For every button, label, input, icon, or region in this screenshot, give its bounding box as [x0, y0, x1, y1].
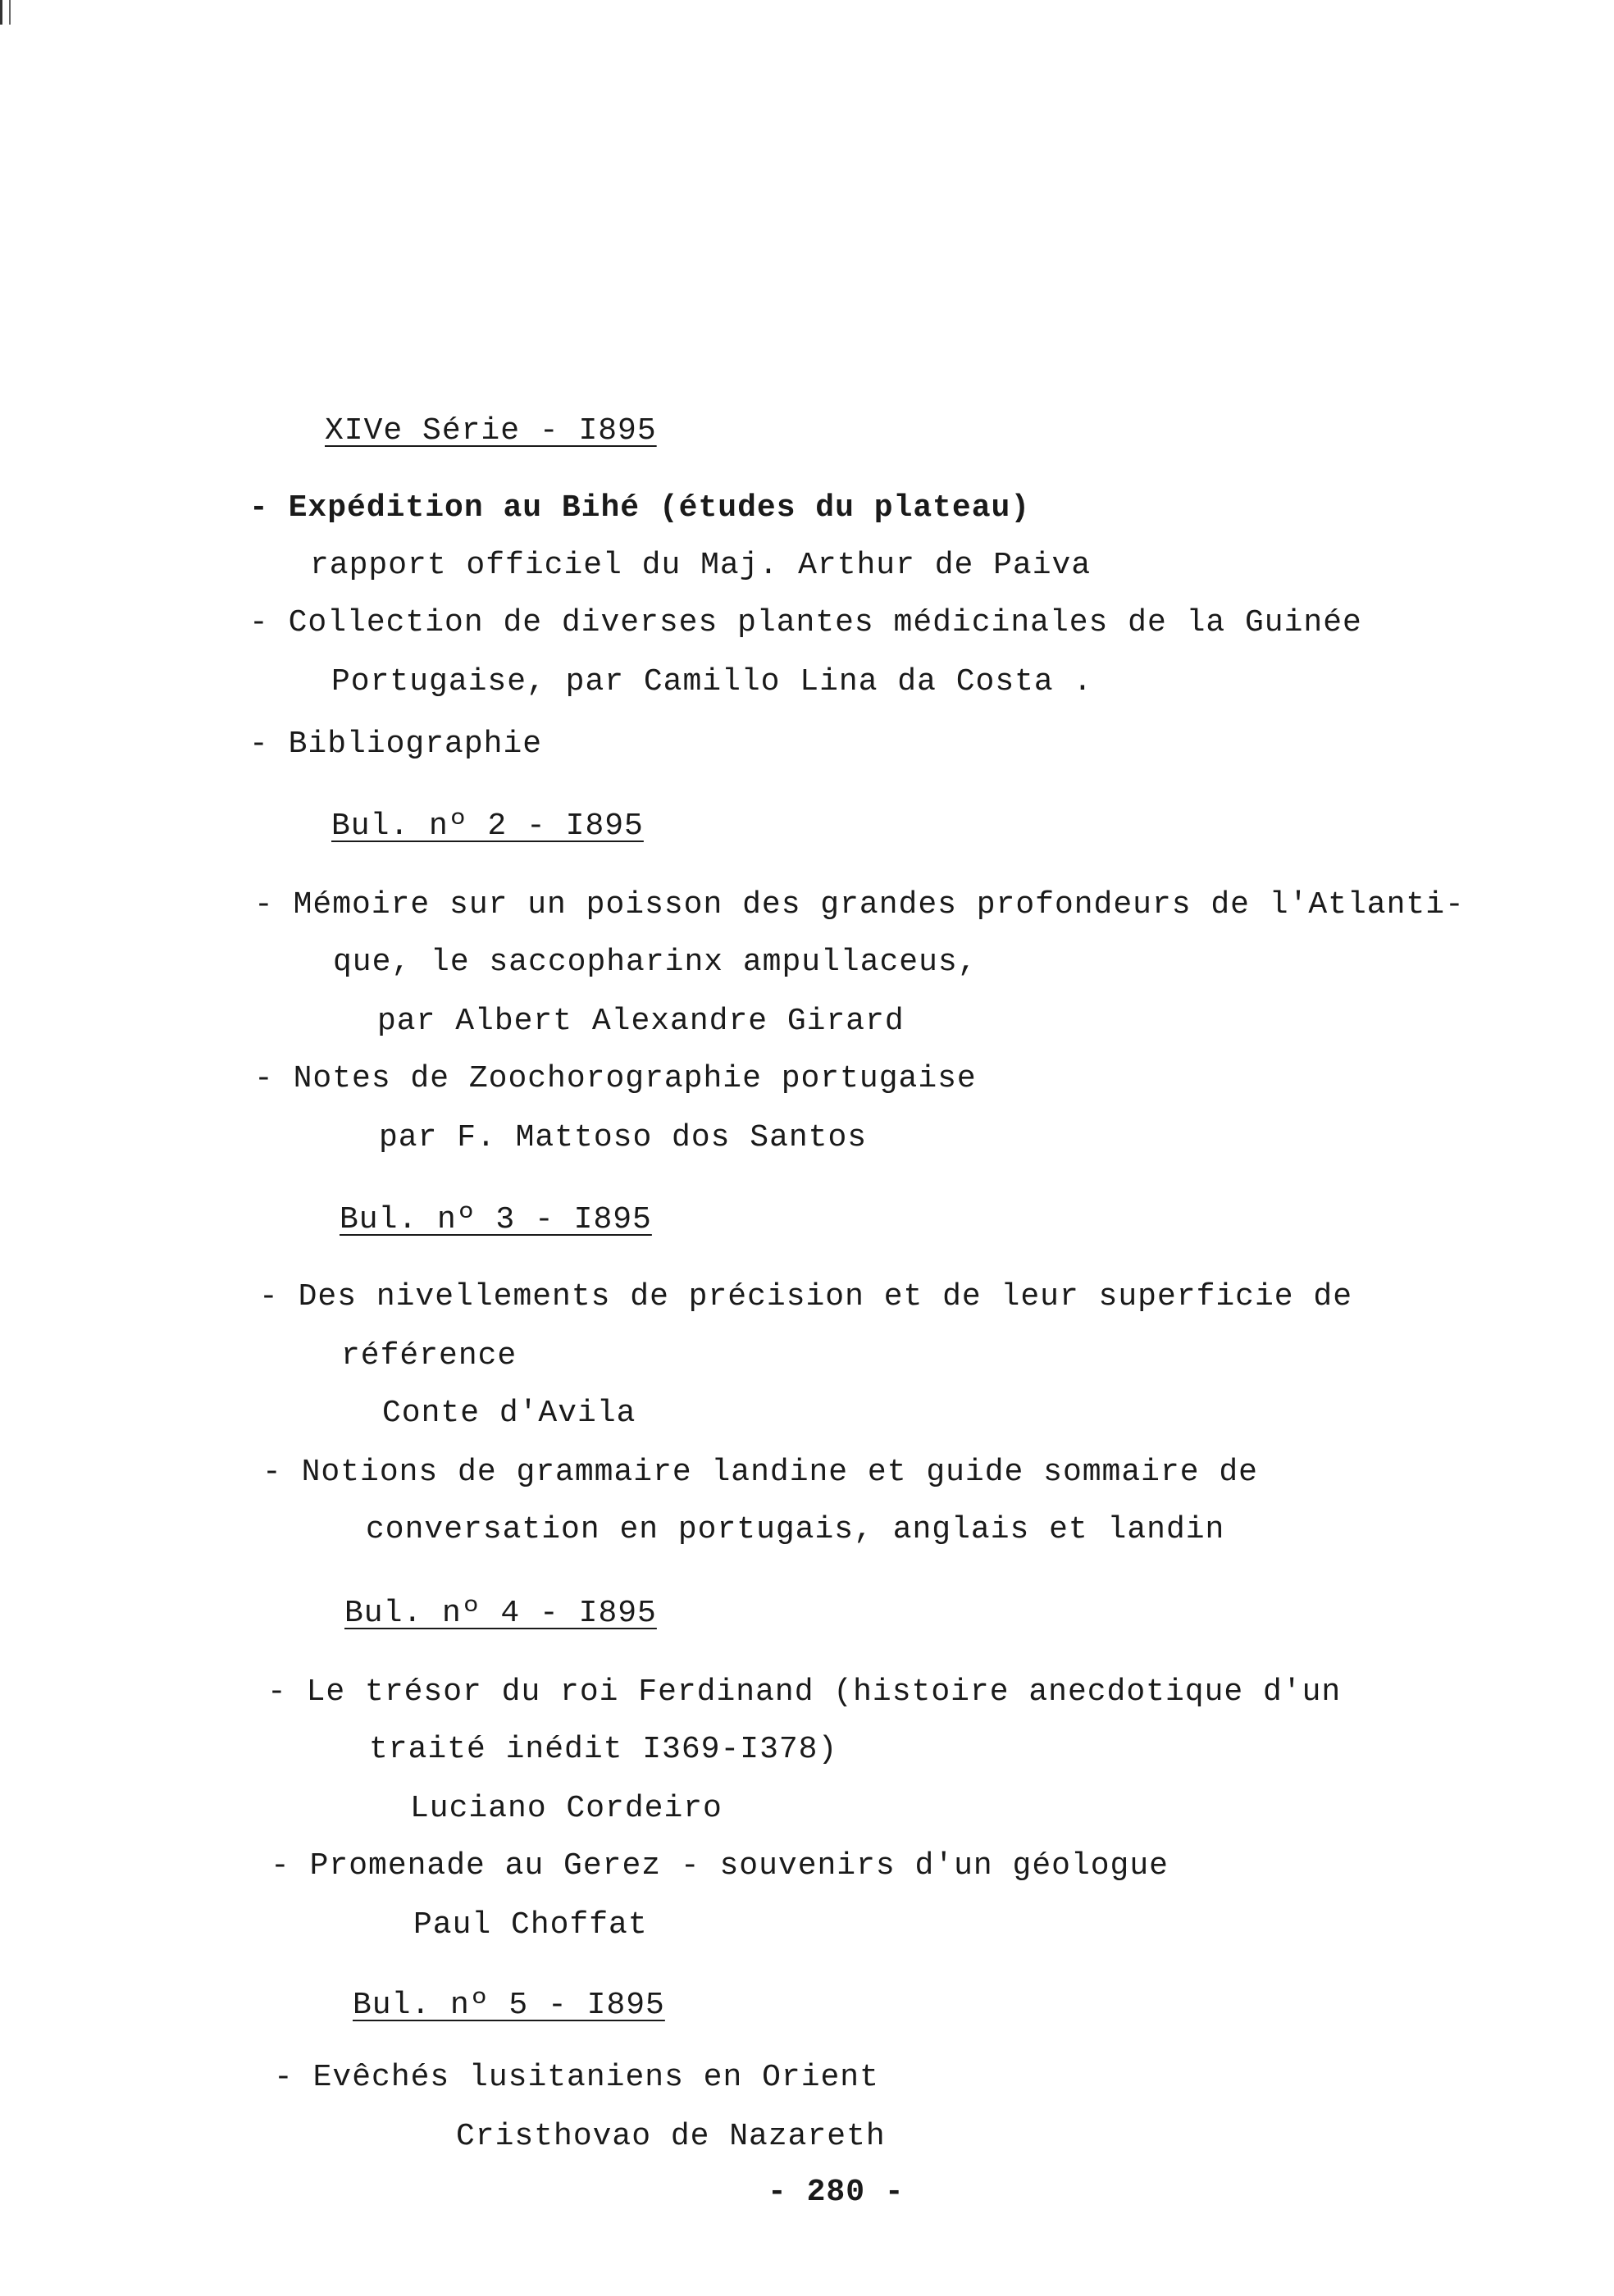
- entry-line: Paul Choffat: [413, 1907, 648, 1943]
- entry-line: - Le trésor du roi Ferdinand (histoire anecdotique d'un: [267, 1674, 1342, 1710]
- entry-line: rapport officiel du Maj. Arthur de Paiva: [310, 548, 1092, 583]
- entry-line: par F. Mattoso dos Santos: [379, 1120, 868, 1155]
- entry-line: par Albert Alexandre Girard: [377, 1004, 905, 1039]
- entry-line: - Bibliographie: [249, 727, 543, 762]
- section-heading: Bul. nº 3 - I895: [340, 1202, 652, 1237]
- section-heading: Bul. nº 4 - I895: [344, 1596, 657, 1631]
- entry-line: que, le saccopharinx ampullaceus,: [333, 945, 978, 980]
- section-heading: Bul. nº 5 - I895: [353, 1988, 665, 2023]
- entry-line: Luciano Cordeiro: [410, 1791, 723, 1826]
- entry-line: conversation en portugais, anglais et landin: [366, 1512, 1225, 1547]
- entry-line: - Mémoire sur un poisson des grandes profondeurs de l'Atlanti-: [254, 887, 1465, 922]
- entry-line: - Evêchés lusitaniens en Orient: [274, 2060, 879, 2095]
- entry-line: - Promenade au Gerez - souvenirs d'un géologue: [271, 1848, 1169, 1884]
- scan-edge-mark: [0, 0, 11, 25]
- section-heading: Bul. nº 2 - I895: [331, 809, 644, 844]
- entry-line: Conte d'Avila: [382, 1396, 636, 1431]
- section-heading: XIVe Série - I895: [325, 413, 657, 449]
- entry-line: traité inédit I369-I378): [369, 1732, 838, 1767]
- entry-line: Cristhovao de Nazareth: [456, 2119, 886, 2154]
- entry-line: - Expédition au Bihé (études du plateau): [249, 490, 1031, 526]
- entry-line: Portugaise, par Camillo Lina da Costa .: [331, 664, 1093, 699]
- entry-line: - Notions de grammaire landine et guide sommaire de: [262, 1455, 1258, 1490]
- entry-line: référence: [341, 1338, 517, 1374]
- entry-line: - Collection de diverses plantes médicinales de la Guinée: [249, 605, 1362, 640]
- entry-line: - Des nivellements de précision et de leur superficie de: [259, 1279, 1353, 1314]
- entry-line: - Notes de Zoochorographie portugaise: [254, 1061, 977, 1096]
- page-number: - 280 -: [768, 2175, 905, 2210]
